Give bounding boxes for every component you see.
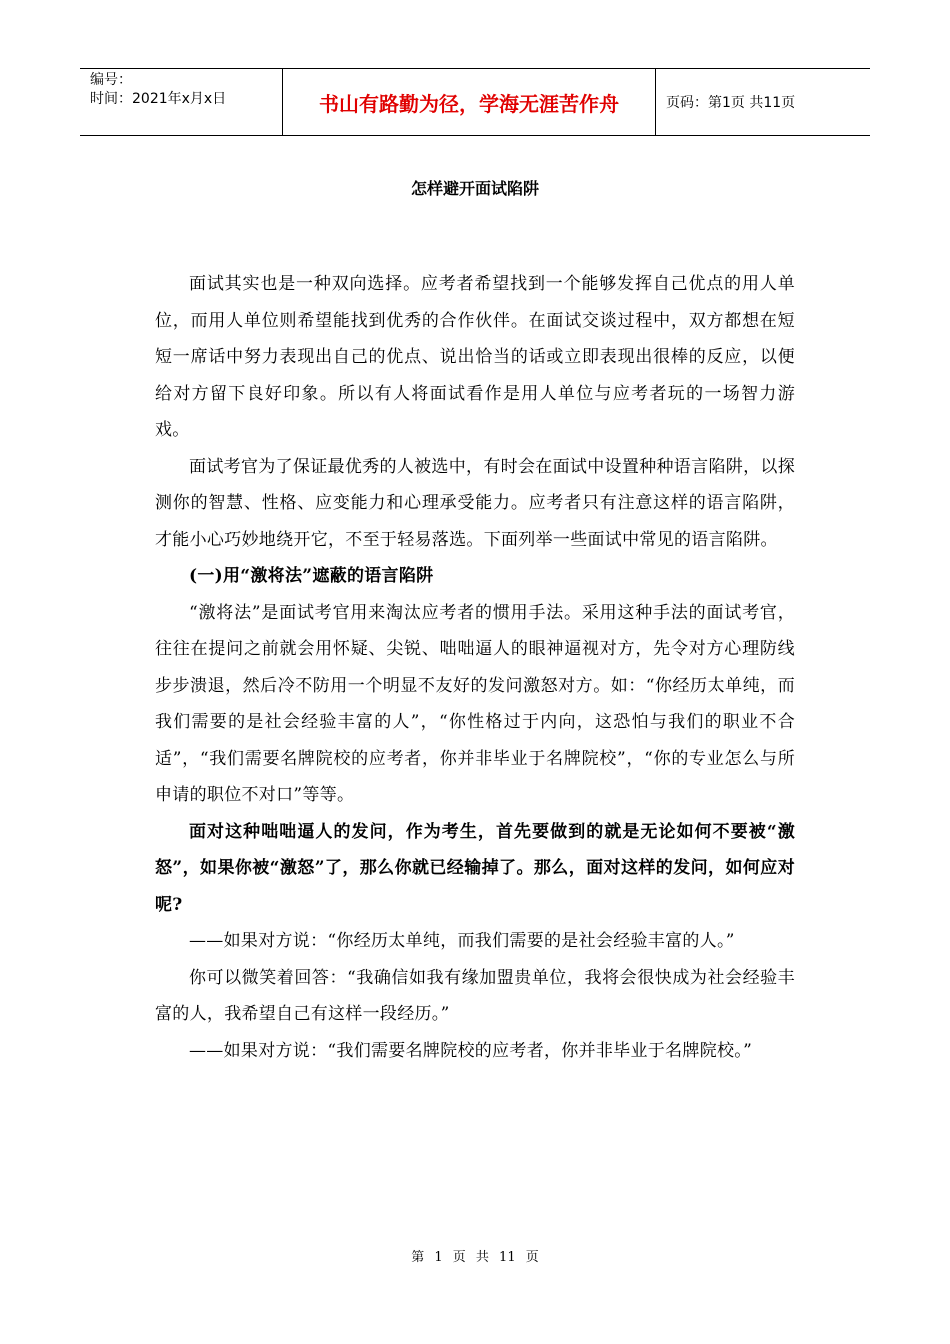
page-header	[80, 68, 870, 136]
paragraph: 面试其实也是一种双向选择。应考者希望找到一个能够发挥自己优点的用人单位，而用人单位则希望能找到优秀的合作伙伴。在面试交谈过程中，双方都想在短短一席话中努力表现出自己的优点、说出恰当的话或立即表现出很棒的反应，以便给对方留下良好印象。所以有人将面试看作是用人单位与应考者玩的一场智力游戏。	[155, 274, 795, 440]
paragraph: ——如果对方说：“我们需要名牌院校的应考者，你并非毕业于名牌院校。”	[189, 1040, 753, 1061]
document-title: 怎样避开面试陷阱	[410, 179, 539, 198]
paragraph: “激将法”是面试考官用来淘汰应考者的惯用手法。采用这种手法的面试考官，往往在提问之前就会用怀疑、尖锐、咄咄逼人的眼神逼视对方，先令对方心理防线步步溃退，然后冷不防用一个明显不友好的发问激怒对方。如：“你经历太单纯，而我们需要的是社会经验丰富的人”，“你性格过于内向，这恐怕与我们的职业不合适”，“我们需要名牌院校的应考者，你并非毕业于名牌院校”，“你的专业怎么与所申请的职位不对口”等等。	[155, 602, 795, 805]
header-motto: 书山有路勤为径，学海无涯苦作舟	[282, 69, 656, 135]
paragraph: ——如果对方说：“你经历太单纯，而我们需要的是社会经验丰富的人。”	[189, 931, 735, 951]
page-footer: 第 1 页 共 11 页	[411, 1250, 539, 1265]
header-page-number: 页码：第1页 共11页	[666, 95, 796, 111]
header-meta	[80, 69, 282, 135]
document-body	[155, 266, 795, 1069]
paragraph: 面试考官为了保证最优秀的人被选中，有时会在面试中设置种种语言陷阱，以探测你的智慧、性格、应变能力和心理承受能力。应考者只有注意这样的语言陷阱，才能小心巧妙地绕开它，不至于轻易落选。下面列举一些面试中常见的语言陷阱。	[155, 456, 795, 550]
paragraph-emphasis: 面对这种咄咄逼人的发问，作为考生，首先要做到的就是无论如何不要被“激怒”，如果你被“激怒”了，那么你就已经输掉了。那么，面对这样的发问，如何应对呢?	[155, 821, 795, 915]
paragraph: 你可以微笑着回答：“我确信如我有缘加盟贵单位，我将会很快成为社会经验丰富的人，我希望自己有这样一段经历。”	[155, 967, 795, 1024]
section-heading: (一)用“激将法”遮蔽的语言陷阱	[189, 566, 434, 586]
document-number-label: 编号：	[90, 72, 132, 88]
document-date-label: 时间：2021年x月x日	[90, 91, 227, 107]
